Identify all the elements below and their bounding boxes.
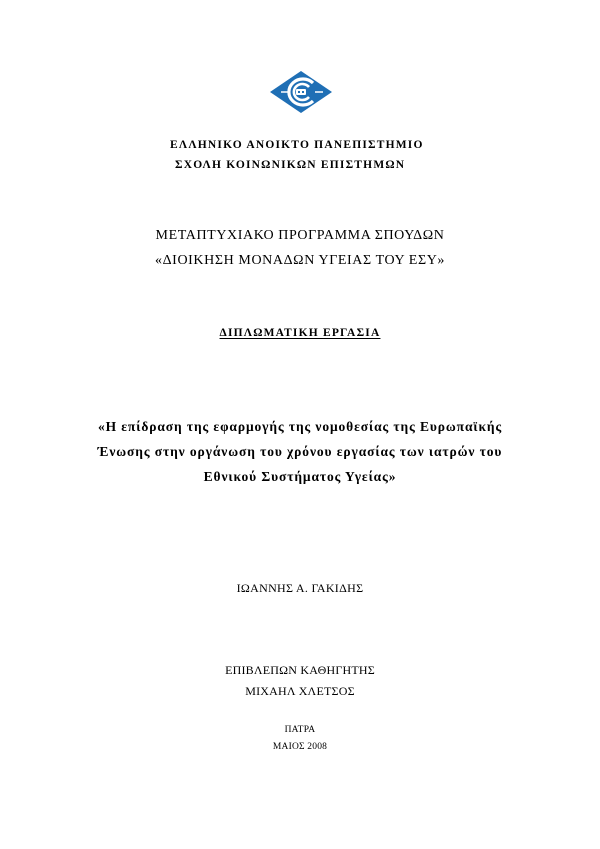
thesis-title-line-2: Ένωσης στην οργάνωση του χρόνου εργασίας των ιατρών του xyxy=(97,444,503,459)
supervisor-name: ΜΙΧΑΗΛ ΧΛΕΤΣΟΣ xyxy=(245,684,355,698)
document-type-label: ΔΙΠΛΩΜΑΤΙΚΗ ΕΡΓΑΣΙΑ xyxy=(219,327,381,339)
school-name: ΣΧΟΛΗ ΚΟΙΝΩΝΙΚΩΝ ΕΠΙΣΤΗΜΩΝ xyxy=(175,159,406,171)
date: ΜΑΙΟΣ 2008 xyxy=(272,742,328,752)
place: ΠΑΤΡΑ xyxy=(284,725,316,735)
thesis-title-line-3: Εθνικού Συστήματος Υγείας» xyxy=(203,469,397,484)
thesis-title-line-1: «Η επίδραση της εφαρμογής της νομοθεσίας της Ευρωπαϊκής xyxy=(97,419,503,434)
university-logo-icon xyxy=(269,70,333,114)
program-subtitle: «ΔΙΟΙΚΗΣΗ ΜΟΝΑΔΩΝ ΥΓΕΙΑΣ ΤΟΥ ΕΣΥ» xyxy=(154,253,446,268)
supervisor-label: ΕΠΙΒΛΕΠΩΝ ΚΑΘΗΓΗΤΗΣ xyxy=(225,663,375,677)
author-name: ΙΩΑΝΝΗΣ Α. ΓΑΚΙΔΗΣ xyxy=(236,581,364,595)
program-title: ΜΕΤΑΠΤΥΧΙΑΚΟ ΠΡΟΓΡΑΜΜΑ ΣΠΟΥΔΩΝ xyxy=(155,228,445,243)
university-name: ΕΛΛΗΝΙΚΟ ΑΝΟΙΚΤΟ ΠΑΝΕΠΙΣΤΗΜΙΟ xyxy=(170,139,424,151)
document-type xyxy=(0,327,600,339)
